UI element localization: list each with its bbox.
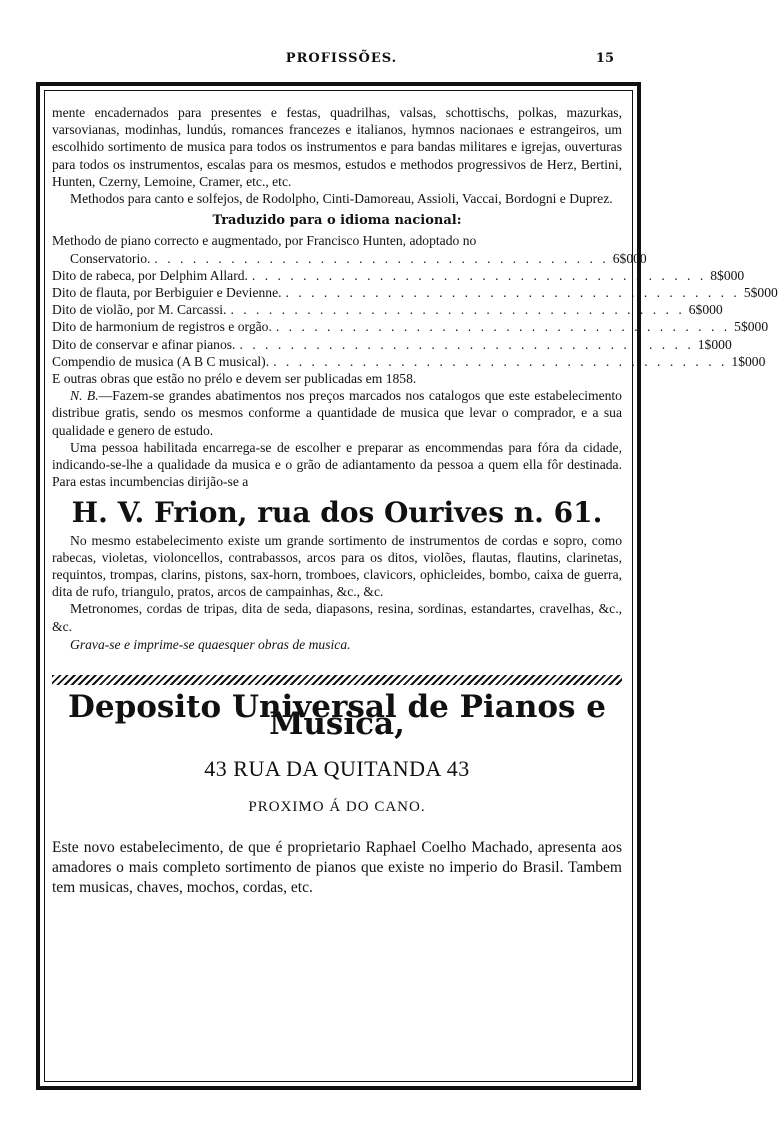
- method-price: 6$000: [612, 250, 647, 266]
- nb-paragraph: [52, 387, 622, 439]
- leader-dots: . . . . . . . . . . . . . . . . . . . . . . . . . . . . . . . . . . . .: [285, 285, 740, 301]
- frion-address-heading: H. V. Frion, rua dos Ourives n. 61.: [71, 496, 603, 530]
- list-item: [52, 336, 732, 353]
- leader-dots: . . . . . . . . . . . . . . . . . . . . . . . . . . . . . . . . . . . .: [275, 319, 731, 335]
- intro-paragraph: mente encadernados para presentes e festas, quadrilhas, valsas, schottischs, polkas, mazurkas, varsovianas, modinhas, lundús, romances francezes e italianos, hymnos nacionaes e estrangeiros, um escolhido sortimento de musica para todos os instrumentos e para bandas militares e igrejas, ouverturas para todos os instrumentos, escalas para os mesmos, estudos e methodos progressivos de Herz, Bertini, Hunten, Czerny, Lemoine, Cramer, etc., etc.: [52, 105, 622, 189]
- method-title: Dito de flauta, por Berbiguier e Devienne.: [52, 285, 282, 301]
- leader-dots: . . . . . . . . . . . . . . . . . . . . . . . . . . . . . . . . . . . .: [273, 353, 728, 369]
- list-item: [52, 301, 723, 318]
- nb-text: —Fazem-se grandes abatimentos nos preços marcados nos catalogos que este estabelecimento distribue gratis, sendo os mesmos conforme a quantidade de musica que levar o comprador, e a sua qualidade e genero de estudo.: [52, 388, 622, 438]
- deposito-heading: Deposito Universal de Pianos e Musica,: [67, 689, 607, 743]
- method-price: 1$000: [731, 353, 766, 369]
- leader-dots: . . . . . . . . . . . . . . . . . . . . . . . . . . . . . . . . . . . .: [251, 267, 707, 283]
- list-item: [52, 250, 647, 267]
- method-price: 6$000: [688, 302, 723, 318]
- list-item: [52, 353, 766, 370]
- deposito-address: 43 RUA DA QUITANDA 43: [204, 755, 470, 781]
- translated-heading: Traduzido para o idioma nacional:: [212, 213, 462, 229]
- forthcoming-works: E outras obras que estão no prélo e devem ser publicadas em 1858.: [52, 371, 417, 387]
- accessories-paragraph: Metronomes, cordas de tripas, dita de seda, diapasons, resina, sordinas, estandartes, cravelhas, &c., &c.: [52, 601, 622, 634]
- method-title: Dito de violão, por M. Carcassi.: [52, 302, 227, 318]
- method-title: Dito de rabeca, por Delphim Allard.: [52, 267, 248, 283]
- method-title: Dito de conservar e afinar pianos.: [52, 336, 236, 352]
- deposito-landmark: PROXIMO Á DO CANO.: [248, 798, 426, 815]
- deposito-description: Este novo estabelecimento, de que é proprietario Raphael Coelho Machado, apresenta aos amadores o mais completo sortimento de pianos que existe no imperio do Brasil. Tambem tem musicas, chaves, mochos, cordas, etc.: [52, 838, 622, 896]
- method-title: Dito de harmonium de registros e orgão.: [52, 319, 272, 335]
- leader-dots: . . . . . . . . . . . . . . . . . . . . . . . . . . . . . . . . . . . .: [230, 302, 685, 318]
- method-title: Compendio de musica (A B C musical).: [52, 353, 270, 369]
- running-header: [0, 51, 683, 75]
- page-content: [52, 104, 778, 898]
- method-price: 8$000: [710, 267, 745, 283]
- leader-dots: . . . . . . . . . . . . . . . . . . . . . . . . . . . . . . . . . . . .: [154, 250, 609, 266]
- list-item: [52, 267, 745, 284]
- methods-paragraph: Methodos para canto e solfejos, de Rodolpho, Cinti-Damoreau, Assioli, Vaccai, Bordogni e Duprez.: [70, 191, 613, 207]
- header-title: PROFISSÕES.: [285, 51, 398, 66]
- method-first-line: Methodo de piano correcto e augmentado, por Francisco Hunten, adoptado no: [52, 233, 477, 249]
- list-item: [52, 284, 778, 301]
- commission-paragraph: Uma pessoa habilitada encarrega-se de escolher e preparar as encommendas para fóra da cidade, indicando-se-lhe a qualidade da musica e o grão de adiantamento da pessoa a quem ella fôr destinada. Para estas incumbencias dirijão-se a: [52, 439, 622, 490]
- method-price: 5$000: [734, 319, 769, 335]
- method-price: 1$000: [697, 336, 732, 352]
- ornamental-divider: [52, 675, 622, 685]
- instruments-paragraph: No mesmo estabelecimento existe um grande sortimento de instrumentos de cordas e sopro, como rabecas, violetas, violoncellos, contrabassos, arcos para os ditos, violões, flautas, flautins, clarinetas, requintos, trompas, clarins, pistons, sax-horn, tromboes, clavicors, ophicleides, bombo, caixa de guerra, dita de rufo, triangulo, pratos, arcos de campainhas, &c., &c.: [52, 532, 622, 600]
- page-number: 15: [595, 51, 614, 66]
- engraving-note: Grava-se e imprime-se quaesquer obras de musica.: [70, 636, 351, 652]
- method-price-list: [52, 250, 778, 370]
- list-item: [52, 318, 769, 335]
- method-title: Conservatorio.: [70, 250, 151, 266]
- nb-label: N. B.: [70, 388, 99, 404]
- leader-dots: . . . . . . . . . . . . . . . . . . . . . . . . . . . . . . . . . . . .: [239, 336, 694, 352]
- method-price: 5$000: [743, 285, 778, 301]
